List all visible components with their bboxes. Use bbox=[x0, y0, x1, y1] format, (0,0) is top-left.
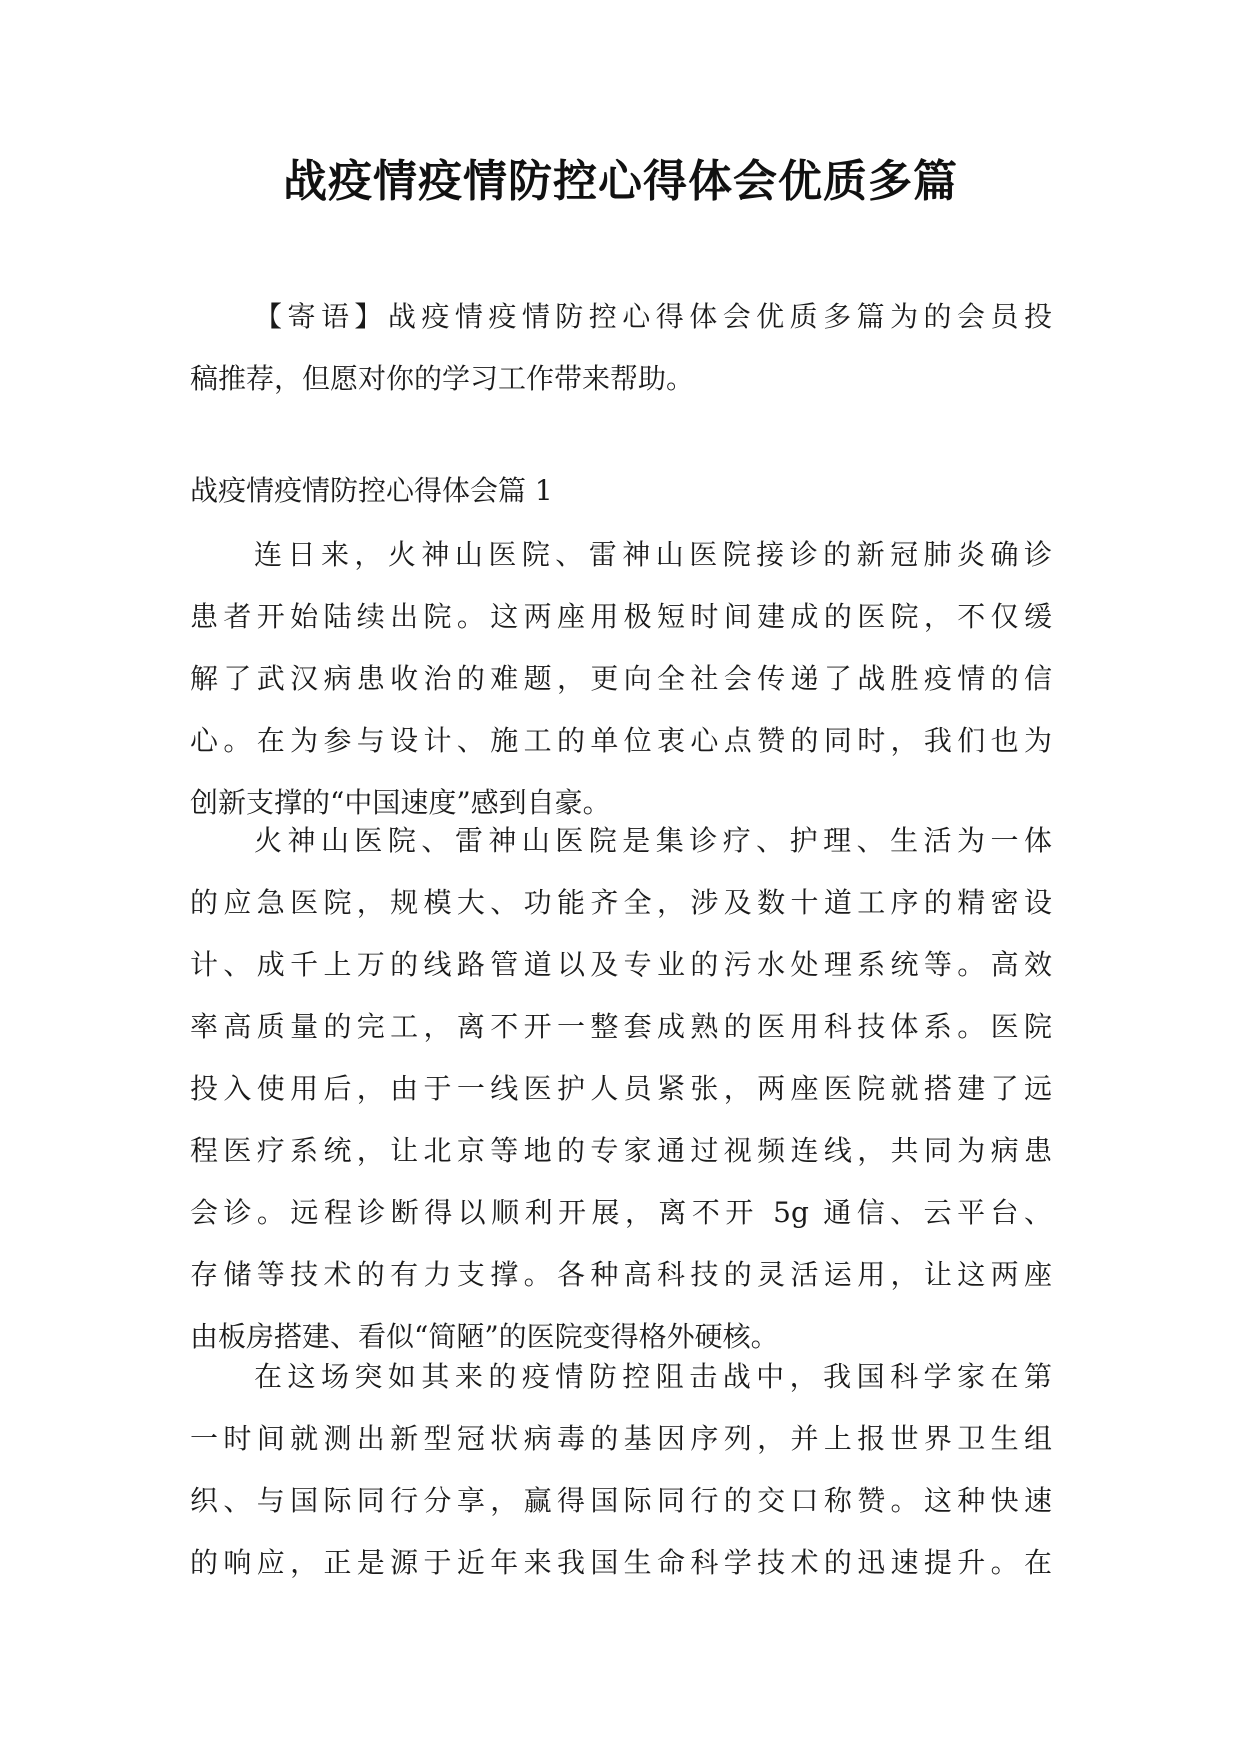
section-heading: 战疫情疫情防控心得体会篇 1 bbox=[190, 474, 553, 507]
paragraph-line: 一时间就测出新型冠状病毒的基因序列，并上报世界卫生组 bbox=[190, 1422, 1052, 1455]
paragraph-line: 织、与国际同行分享，赢得国际同行的交口称赞。这种快速 bbox=[190, 1484, 1052, 1517]
paragraph-line: 在这场突如其来的疫情防控阻击战中，我国科学家在第 bbox=[254, 1360, 1052, 1393]
intro-line: 【寄语】战疫情疫情防控心得体会优质多篇为的会员投 bbox=[254, 300, 1052, 333]
document-title: 战疫情疫情防控心得体会优质多篇 bbox=[283, 156, 958, 207]
intro-paragraph bbox=[190, 286, 1052, 410]
paragraph-line: 率高质量的完工，离不开一整套成熟的医用科技体系。医院 bbox=[190, 1010, 1052, 1043]
paragraph-line: 计、成千上万的线路管道以及专业的污水处理系统等。高效 bbox=[190, 948, 1052, 981]
paragraph-line: 的应急医院，规模大、功能齐全，涉及数十道工序的精密设 bbox=[190, 886, 1052, 919]
paragraph-line: 患者开始陆续出院。这两座用极短时间建成的医院，不仅缓 bbox=[190, 600, 1052, 633]
paragraph-line: 连日来，火神山医院、雷神山医院接诊的新冠肺炎确诊 bbox=[254, 538, 1052, 571]
intro-line: 稿推荐，但愿对你的学习工作带来帮助。 bbox=[190, 362, 695, 395]
paragraph-line: 心。在为参与设计、施工的单位衷心点赞的同时，我们也为 bbox=[190, 724, 1052, 757]
paragraph-2 bbox=[190, 810, 1052, 1368]
paragraph-line: 火神山医院、雷神山医院是集诊疗、护理、生活为一体 bbox=[254, 824, 1052, 857]
paragraph-line: 存储等技术的有力支撑。各种高科技的灵活运用，让这两座 bbox=[190, 1258, 1052, 1291]
paragraph-line: 创新支撑的“中国速度”感到自豪。 bbox=[190, 786, 611, 819]
paragraph-1 bbox=[190, 524, 1052, 834]
paragraph-line: 由板房搭建、看似“简陋”的医院变得格外硬核。 bbox=[190, 1320, 779, 1353]
paragraph-line: 投入使用后，由于一线医护人员紧张，两座医院就搭建了远 bbox=[190, 1072, 1052, 1105]
paragraph-line: 会诊。远程诊断得以顺利开展，离不开 5g 通信、云平台、 bbox=[190, 1196, 1052, 1229]
paragraph-line: 解了武汉病患收治的难题，更向全社会传递了战胜疫情的信 bbox=[190, 662, 1052, 695]
paragraph-line: 程医疗系统，让北京等地的专家通过视频连线，共同为病患 bbox=[190, 1134, 1052, 1167]
paragraph-line: 的响应，正是源于近年来我国生命科学技术的迅速提升。在 bbox=[190, 1546, 1052, 1579]
paragraph-3 bbox=[190, 1346, 1052, 1594]
